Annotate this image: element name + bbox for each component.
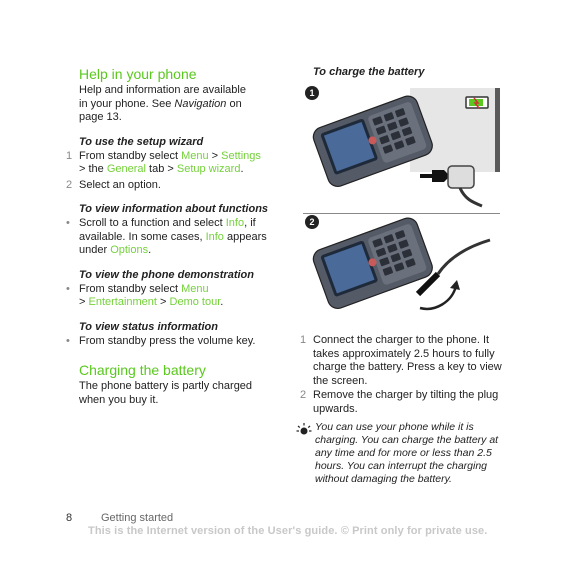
setup-step-1 <box>66 149 289 177</box>
item-text: available. In some cases, <box>79 230 206 243</box>
help-text-line: on <box>226 97 242 110</box>
view-info-item <box>66 217 289 258</box>
section-name: Getting started <box>101 512 174 524</box>
step-text: the screen. <box>313 374 368 387</box>
info-link[interactable]: Info <box>225 217 245 229</box>
options-link[interactable]: Options <box>110 244 149 256</box>
bullet: • <box>66 334 70 347</box>
charging-text-line: The phone battery is partly charged <box>79 380 253 392</box>
step-text: tab > <box>145 163 177 175</box>
step-text: Remove the charger by tilting the plug <box>313 389 499 401</box>
step-text: > the <box>79 163 107 175</box>
tip-text: hours. You can interrupt the charging <box>315 460 488 472</box>
tip-text: without damaging the battery. <box>315 473 452 485</box>
charging-text-line: when you buy it. <box>79 393 159 406</box>
view-info-title: To view information about functions <box>79 203 269 215</box>
step-number: 1 <box>66 149 73 162</box>
item-text: , if <box>244 217 256 229</box>
tip-text: You can use your phone while it is <box>315 421 474 433</box>
lightbulb-icon <box>296 422 312 438</box>
illustration-marker-1: 1 <box>305 86 319 100</box>
step-number: 2 <box>66 178 73 191</box>
settings-link[interactable]: Settings <box>221 149 261 162</box>
menu-link[interactable]: Menu <box>181 149 209 162</box>
info-link[interactable]: Info <box>205 230 224 243</box>
step-text: charge the battery. Press a key to view <box>313 361 502 373</box>
item-text: From standby press the volume key. <box>79 334 256 347</box>
watermark: This is the Internet version of the User's guide. © Print only for private use. <box>88 525 488 537</box>
step-text: From standby select <box>79 149 182 162</box>
menu-link[interactable]: Menu <box>181 282 209 295</box>
tip-text: any time and for more or less than 2.5 <box>315 447 492 459</box>
setup-wizard-link[interactable]: Setup wizard <box>176 163 241 175</box>
left-column <box>66 66 289 407</box>
step-text: upwards. <box>313 402 358 415</box>
navigation-reference[interactable]: Navigation <box>174 97 227 110</box>
separator: > <box>208 149 222 162</box>
charge-step-2 <box>300 389 513 416</box>
demo-tour-link[interactable]: Demo tour <box>169 296 221 308</box>
tip-note <box>315 421 515 486</box>
help-paragraph <box>79 84 289 125</box>
step-text: . <box>240 163 244 175</box>
bullet: • <box>66 217 70 229</box>
help-text-line: Help and information are available <box>79 84 246 96</box>
demo-title: To view the phone demonstration <box>79 268 254 281</box>
demo-item <box>66 282 289 310</box>
help-text-line: in your phone. See <box>79 97 175 110</box>
item-text: Scroll to a function and select <box>79 217 226 229</box>
item-text: under <box>79 244 111 256</box>
step-text: Select an option. <box>79 178 161 191</box>
page-number: 8 <box>66 512 73 524</box>
charging-paragraph <box>79 380 289 407</box>
phone-charger-connect-illustration <box>300 84 502 210</box>
item-text: > <box>79 296 89 308</box>
status-title: To view status information <box>79 320 218 333</box>
general-tab-link[interactable]: General <box>106 163 146 175</box>
item-text: . <box>220 296 224 308</box>
illustration-marker-2: 2 <box>305 215 319 229</box>
bullet: • <box>66 282 70 295</box>
step-text: takes approximately 2.5 hours to fully <box>313 347 495 360</box>
step-number: 2 <box>300 389 307 401</box>
status-item <box>66 334 289 349</box>
help-heading: Help in your phone <box>79 66 197 82</box>
setup-step-2 <box>66 178 289 193</box>
item-text: From standby select <box>79 282 182 295</box>
charge-battery-title: To charge the battery <box>313 66 425 78</box>
item-text: . <box>148 244 152 256</box>
illustration-divider <box>303 213 500 214</box>
item-text: appears <box>223 230 267 243</box>
help-text-line: page 13. <box>79 111 122 123</box>
entertainment-link[interactable]: Entertainment <box>88 296 157 308</box>
charge-step-1 <box>300 334 513 388</box>
charging-heading: Charging the battery <box>79 362 206 378</box>
tip-text: charging. You can charge the battery at <box>315 434 499 446</box>
phone-charger-remove-illustration <box>300 216 502 326</box>
step-text: Connect the charger to the phone. It <box>313 334 490 346</box>
step-number: 1 <box>300 334 307 346</box>
setup-wizard-title: To use the setup wizard <box>79 135 204 148</box>
item-text: > <box>156 296 170 308</box>
charge-steps <box>300 334 513 416</box>
